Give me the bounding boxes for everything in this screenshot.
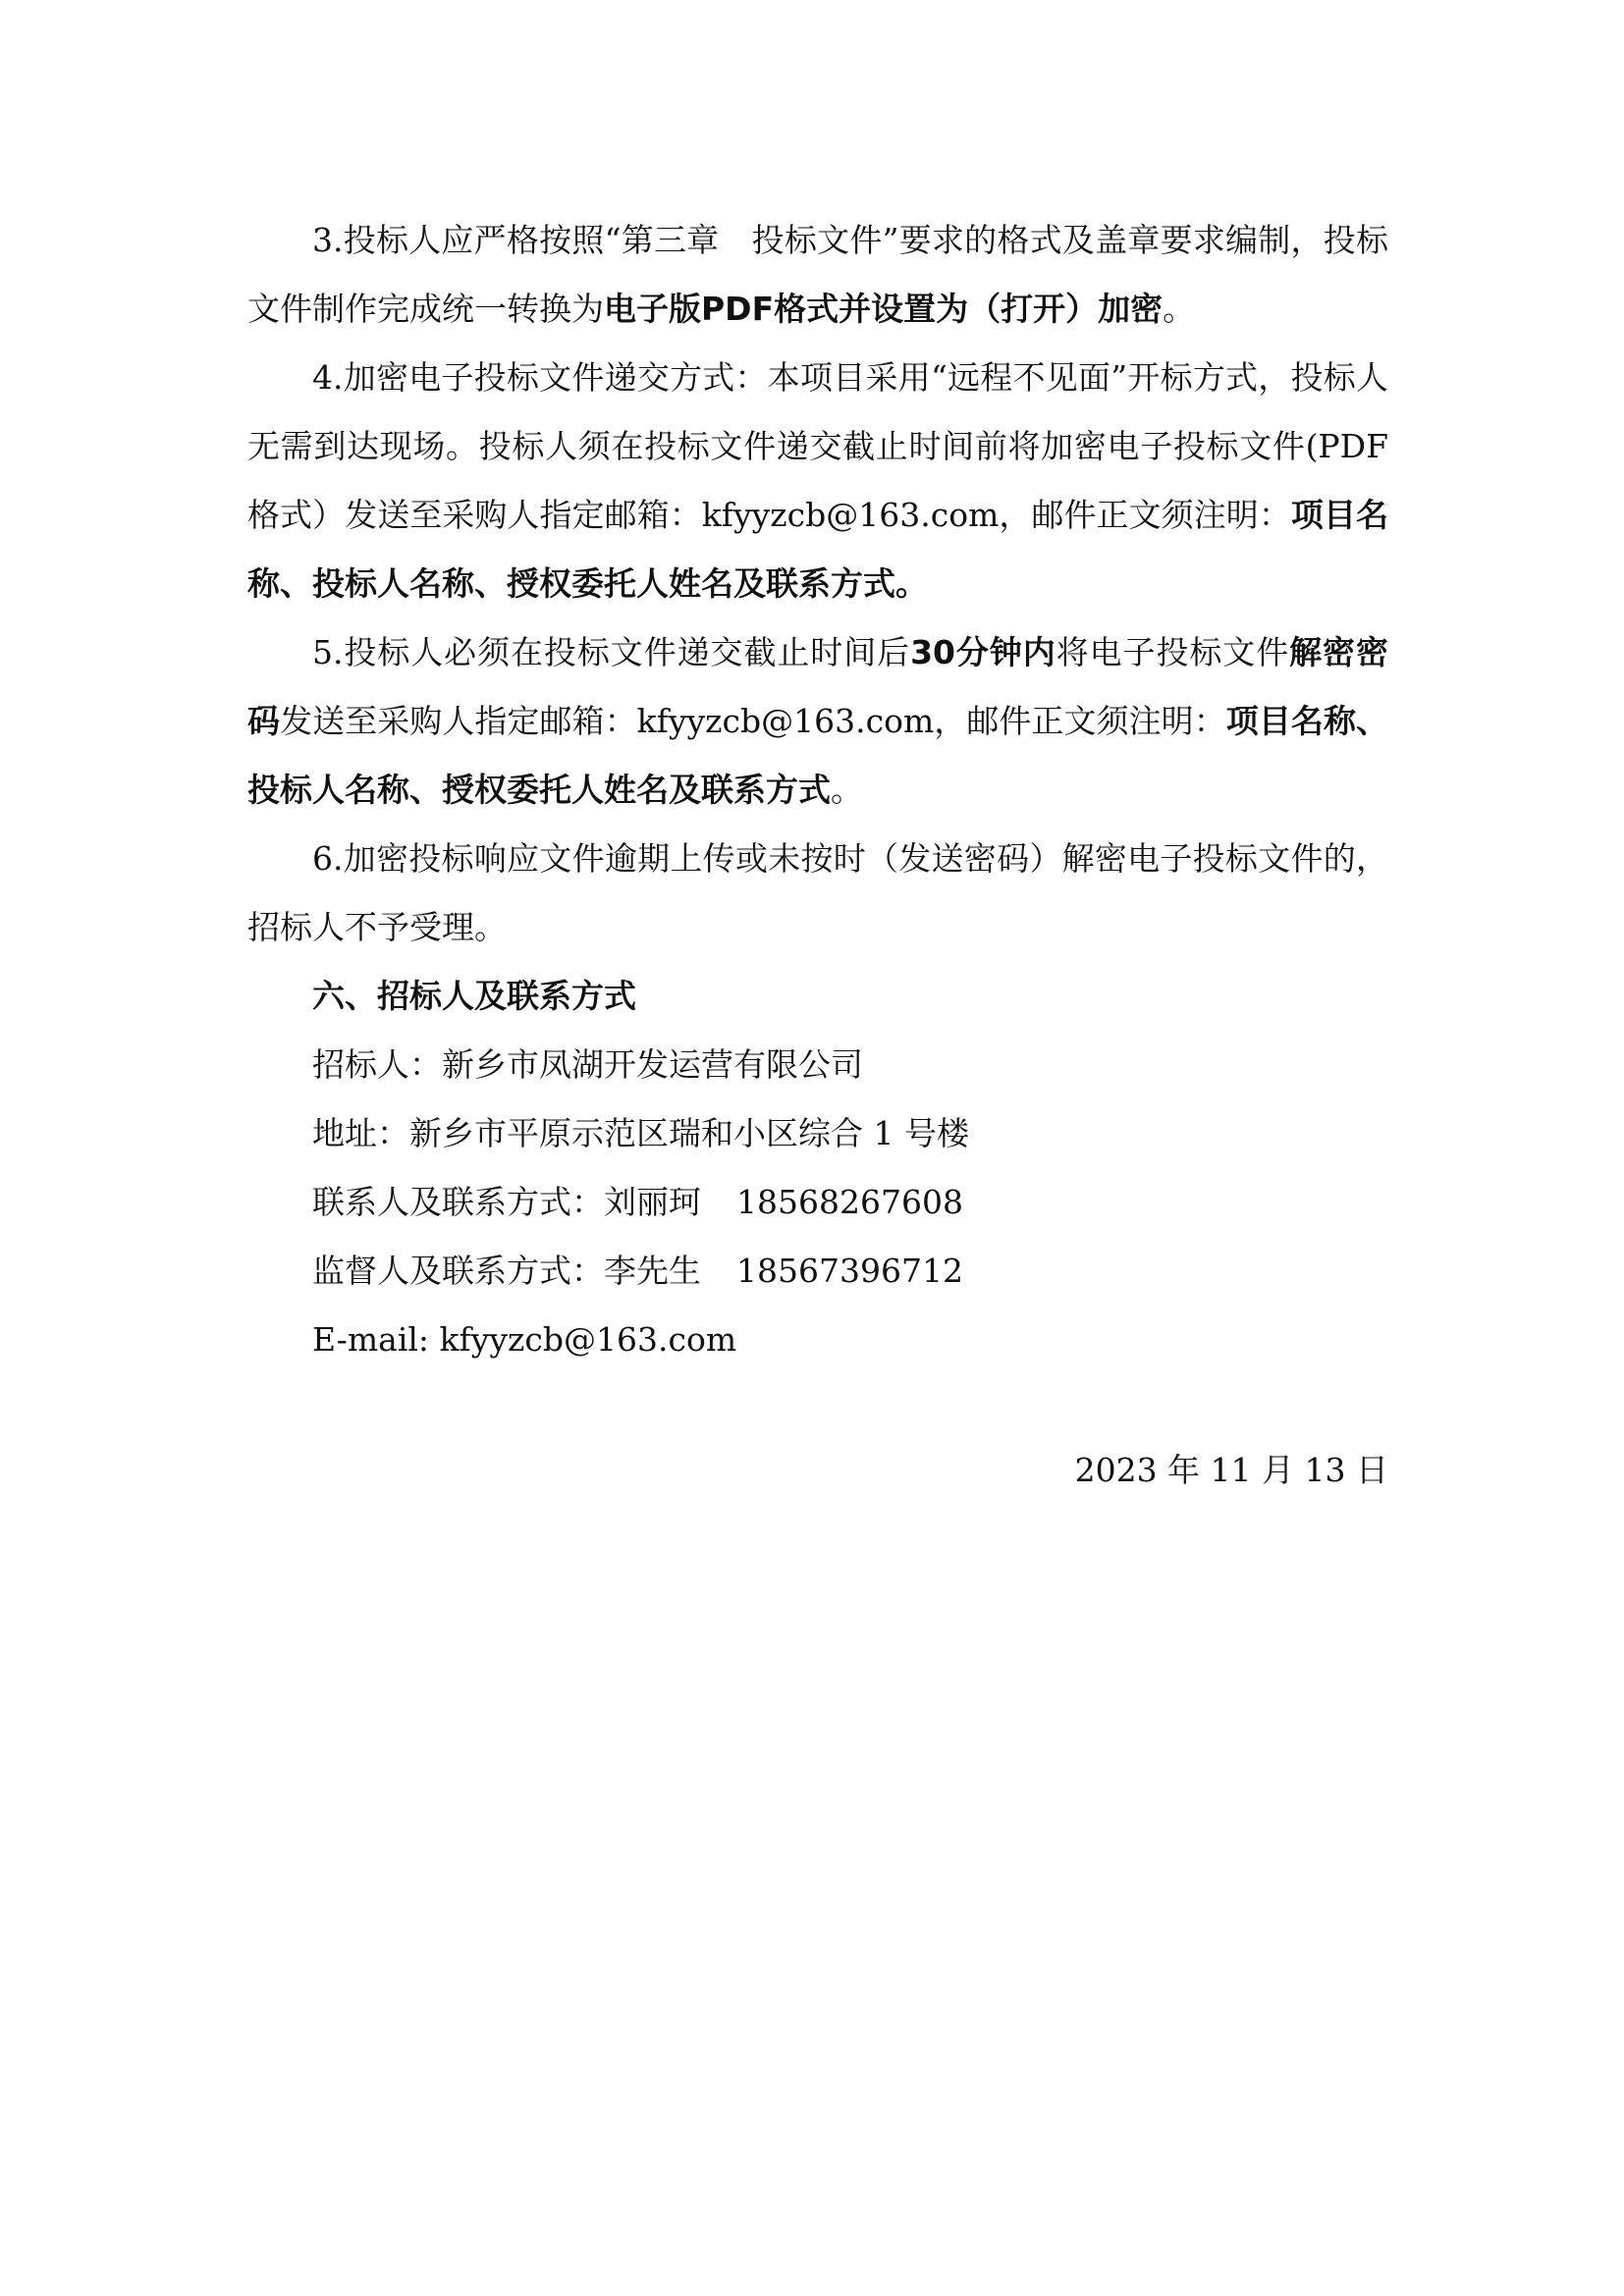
document-page — [247, 206, 1389, 1489]
email-line: E-mail: kfyyzcb@163.com — [312, 1320, 737, 1359]
item-5-bold-a: 30分钟内 — [910, 633, 1056, 671]
item-3-paragraph — [247, 206, 1388, 344]
address-line: 地址：新乡市平原示范区瑞和小区综合 1 号楼 — [312, 1114, 969, 1152]
contact-person-phone: 18568267608 — [736, 1183, 963, 1221]
supervisor-line — [247, 1237, 1388, 1306]
item-5-text-b: 将电子投标文件 — [1056, 633, 1290, 671]
item-3-end: 。 — [1163, 290, 1196, 328]
document-date: 2023 年 11 月 13 日 — [1074, 1451, 1388, 1489]
item-5-paragraph — [247, 618, 1388, 825]
contact-person-line — [247, 1168, 1388, 1237]
tenderer-line: 招标人：新乡市凤湖开发运营有限公司 — [312, 1045, 863, 1084]
item-5-text-d: 。 — [831, 771, 863, 809]
supervisor-label: 监督人及联系方式：李先生 — [312, 1252, 701, 1290]
item-5-bold-c: 项目名称、投标人名称、授权委托人姓名及联系方式 — [247, 702, 1389, 809]
item-4-paragraph — [247, 344, 1388, 618]
item-3-bold-text: 电子版PDF格式并设置为（打开）加密 — [604, 290, 1164, 328]
item-3-text: 3.投标人应严格按照“第三章 投标文件”要求的格式及盖章要求编制，投标文件制作完成统一转换为 — [247, 221, 1388, 328]
item-5-text-a: 5.投标人必须在投标文件递交截止时间后 — [312, 633, 911, 671]
item-4-bold-text: 项目名称、投标人名称、授权委托人姓名及联系方式。 — [247, 496, 1389, 603]
item-6-paragraph — [247, 825, 1388, 962]
contact-section-heading: 六、招标人及联系方式 — [312, 977, 636, 1015]
item-5-bold-b: 解密密码 — [247, 633, 1388, 740]
item-4-text: 4.加密电子投标文件递交方式：本项目采用“远程不见面”开标方式，投标人无需到达现场。投标人须在投标文件递交截止时间前将加密电子投标文件(PDF格式）发送至采购人指定邮箱：kfyyzcb@163.com，邮件正文须注明： — [247, 358, 1388, 534]
item-5-text-c: 发送至采购人指定邮箱：kfyyzcb@163.com，邮件正文须注明： — [280, 702, 1226, 740]
supervisor-phone: 18567396712 — [736, 1252, 963, 1290]
contact-person-label: 联系人及联系方式：刘丽珂 — [312, 1183, 701, 1221]
item-6-text: 6.加密投标响应文件逾期上传或未按时（发送密码）解密电子投标文件的，招标人不予受理。 — [247, 839, 1388, 946]
